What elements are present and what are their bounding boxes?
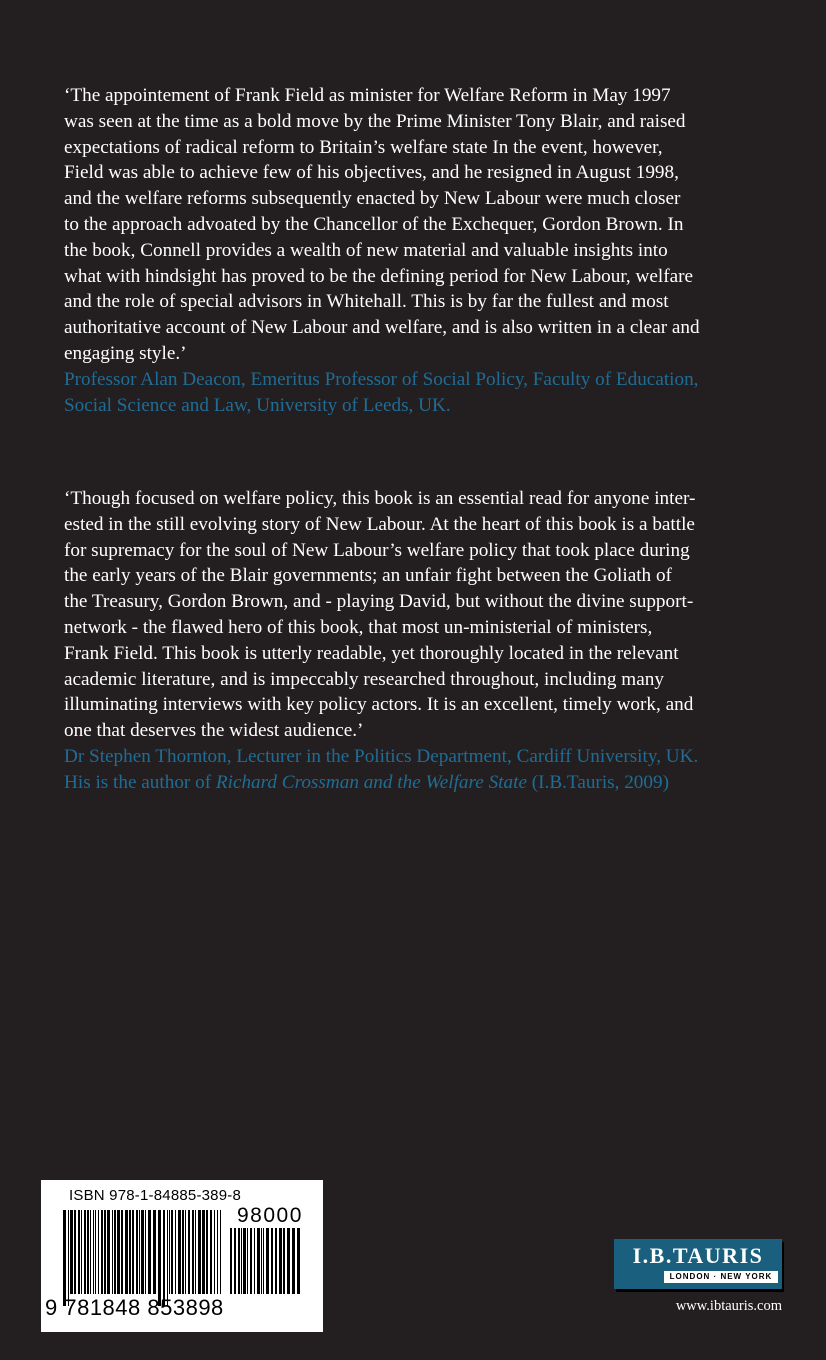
barcode-bar	[93, 1210, 94, 1294]
quote-attribution	[64, 770, 764, 796]
quote-line: the Treasury, Gordon Brown, and - playing David, but without the divine support-	[64, 591, 694, 613]
barcode-bar	[185, 1210, 186, 1294]
quote-line: expectations of radical reform to Britain’s welfare state In the event, however,	[64, 136, 663, 158]
barcode-bar	[210, 1210, 212, 1294]
barcode-bar	[107, 1210, 110, 1294]
book-title: Richard Crossman and the Welfare State	[215, 771, 527, 793]
barcode-bar	[250, 1228, 252, 1294]
barcode-bar	[163, 1210, 165, 1306]
barcode-bar	[78, 1210, 80, 1294]
barcode-bars	[63, 1210, 221, 1306]
barcode-bar	[275, 1228, 277, 1294]
quote-attribution: Dr Stephen Thornton, Lecturer in the Politics Department, Cardiff University, UK.	[64, 745, 699, 767]
barcode-bar	[101, 1210, 103, 1294]
barcode-bar	[192, 1210, 194, 1294]
barcode-bar	[202, 1210, 205, 1294]
isbn-label: ISBN 978-1-84885-389-8	[69, 1187, 242, 1204]
price-code: 98000	[237, 1204, 303, 1227]
quote-line: was seen at the time as a bold move by the Prime Minister Tony Blair, and raised	[64, 110, 686, 132]
quote-line: illuminating interviews with key policy actors. It is an excellent, timely work, and	[64, 694, 694, 716]
barcode-bar	[217, 1210, 218, 1294]
barcode-bar	[287, 1228, 290, 1294]
barcode-bar	[266, 1228, 269, 1294]
barcode-bar	[234, 1228, 236, 1294]
quote-line: what with hindsight has proved to be the defining period for New Labour, welfare	[64, 265, 694, 287]
barcode-digits: 9 781848 853898	[45, 1295, 224, 1320]
barcode-bar	[247, 1228, 248, 1294]
barcode-bar	[169, 1210, 170, 1294]
quote-line: academic literature, and is impeccably researched throughout, including many	[64, 668, 664, 690]
quote-line: network - the flawed hero of this book, that most un-ministerial of ministers,	[64, 616, 653, 638]
barcode-bar	[175, 1210, 176, 1294]
quote-line: for supremacy for the soul of New Labour’s welfare policy that took place during	[64, 539, 690, 561]
barcode-bar	[279, 1228, 282, 1294]
quote-attribution: Social Science and Law, University of Leeds, UK.	[64, 394, 451, 416]
barcode-bar	[182, 1210, 184, 1294]
barcode-bar	[129, 1210, 131, 1294]
attribution-prefix: His is the author of	[64, 771, 216, 793]
barcode-bar	[84, 1210, 86, 1294]
publisher-logo	[614, 1239, 782, 1289]
quote-line: ‘The appointement of Frank Field as minister for Welfare Reform in May 1997	[64, 85, 671, 106]
barcode-bar	[263, 1228, 264, 1294]
barcode-bar	[195, 1210, 196, 1294]
quote-line: and the welfare reforms subsequently enacted by New Labour were much closer	[64, 188, 681, 210]
barcode-bar	[148, 1210, 151, 1294]
quote-line: the early years of the Blair governments; an unfair fight between the Goliath of	[64, 565, 672, 587]
barcode-bar	[171, 1210, 173, 1294]
quote-line: authoritative account of New Labour and welfare, and is also written in a clear and	[64, 317, 700, 339]
barcode-bar	[90, 1210, 91, 1294]
barcode-bar	[132, 1210, 134, 1294]
barcode-bar	[292, 1228, 295, 1294]
barcode-bar	[230, 1228, 232, 1294]
barcode-bar	[198, 1210, 201, 1294]
barcode-bar	[145, 1210, 146, 1294]
quote-line: Frank Field. This book is utterly readable, yet thoroughly located in the relevant	[64, 642, 679, 664]
quote-line: engaging style.’	[64, 342, 187, 364]
publisher-website: www.ibtauris.com	[675, 1298, 782, 1314]
barcode-bar	[63, 1210, 66, 1306]
barcode-bar	[254, 1228, 255, 1294]
barcode-bar	[257, 1228, 260, 1294]
barcode-bar	[153, 1210, 156, 1294]
quote-line: ested in the still evolving story of New Labour. At the heart of this book is a battle	[64, 513, 695, 535]
barcode-bar	[214, 1210, 215, 1294]
barcode-bar	[114, 1210, 116, 1294]
attribution-suffix: (I.B.Tauris, 2009)	[526, 771, 669, 793]
barcode-bar	[243, 1228, 246, 1294]
review-quote-2	[64, 486, 764, 796]
barcode-bar	[139, 1210, 140, 1294]
barcode-bar	[70, 1210, 73, 1294]
barcode-bar	[241, 1228, 242, 1294]
barcode-bar	[283, 1228, 285, 1294]
quote-line: the book, Connell provides a wealth of new material and valuable insights into	[64, 239, 668, 261]
barcode-bar	[136, 1210, 138, 1294]
barcode-bar	[238, 1228, 240, 1294]
publisher-locations: LONDON · NEW YORK	[664, 1271, 778, 1283]
barcode-bar	[206, 1210, 208, 1294]
barcode-bar	[271, 1228, 273, 1294]
barcode-bar	[141, 1210, 144, 1294]
barcode-bar	[74, 1210, 76, 1294]
publisher-name: I.B.TAURIS	[632, 1243, 764, 1268]
quote-line: to the approach advoated by the Chancellor of the Exchequer, Gordon Brown. In	[64, 213, 684, 235]
barcode-bar	[81, 1210, 82, 1294]
barcode-bar	[167, 1210, 168, 1306]
barcode-bar	[68, 1210, 69, 1306]
review-quote-1	[64, 83, 764, 418]
barcode-bar	[117, 1210, 120, 1294]
barcode-bar	[112, 1210, 113, 1294]
barcode-bar	[158, 1210, 161, 1306]
barcode-bar	[188, 1210, 190, 1294]
quote-line: Field was able to achieve few of his objectives, and he resigned in August 1998,	[64, 162, 679, 184]
barcode-bar	[297, 1228, 300, 1294]
barcode-bar	[95, 1210, 96, 1294]
barcode-bar	[98, 1210, 99, 1294]
barcode-bar	[87, 1210, 89, 1294]
barcode-bar	[220, 1210, 221, 1294]
quote-attribution: Professor Alan Deacon, Emeritus Professor of Social Policy, Faculty of Education,	[64, 368, 699, 390]
barcode-bar	[104, 1210, 106, 1294]
quote-line: ‘Though focused on welfare policy, this book is an essential read for anyone inter-	[64, 488, 696, 509]
barcode-bar	[178, 1210, 181, 1294]
isbn-barcode	[41, 1180, 323, 1332]
barcode-bar	[125, 1210, 128, 1294]
quote-line: one that deserves the widest audience.’	[64, 720, 364, 742]
barcode-bar	[121, 1210, 123, 1294]
quote-line: and the role of special advisors in Whitehall. This is by far the fullest and most	[64, 291, 669, 313]
price-barcode-bars	[230, 1228, 300, 1306]
barcode-bar	[261, 1228, 262, 1294]
